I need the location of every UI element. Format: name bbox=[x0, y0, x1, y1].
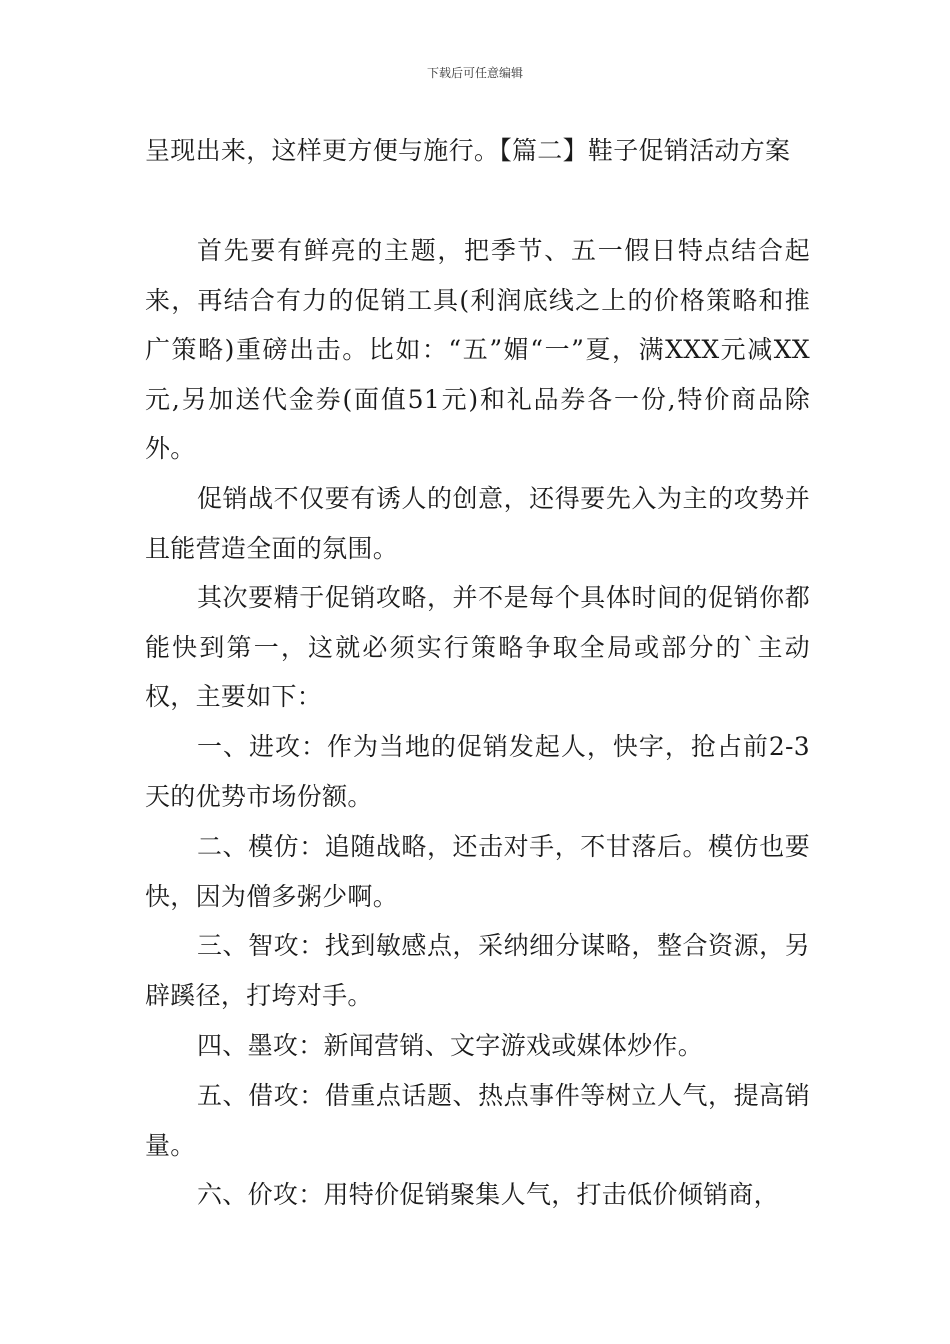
paragraph-continuation: 呈现出来，这样更方便与施行。【篇二】鞋子促销活动方案 bbox=[145, 136, 791, 165]
paragraph-price: 六、价攻：用特价促销聚集人气，打击低价倾销商， bbox=[197, 1180, 779, 1209]
paragraph-creative: 促销战不仅要有诱人的创意，还得要先入为主的攻势并且能营造全面的氛围。 bbox=[145, 484, 810, 563]
paragraph-imitate: 二、模仿：追随战略，还击对手，不甘落后。模仿也要快，因为僧多粥少啊。 bbox=[145, 832, 810, 911]
paragraph-attack: 一、进攻：作为当地的促销发起人，快字，抢占前2-3天的优势市场份额。 bbox=[145, 732, 810, 811]
paragraph-wisdom: 三、智攻：找到敏感点，采纳细分谋略，整合资源，另辟蹊径，打垮对手。 bbox=[145, 931, 810, 1010]
paragraph-borrow: 五、借攻：借重点话题、热点事件等树立人气，提高销量。 bbox=[145, 1081, 810, 1160]
paragraph-theme: 首先要有鲜亮的主题，把季节、五一假日特点结合起来，再结合有力的促销工具(利润底线之上的价格策略和推广策略)重磅出击。比如：“五”媚“一”夏，满XXX元减XX元,另加送代金券(面值51元)和礼品券各一份,特价商品除外。 bbox=[145, 236, 810, 463]
page-header: 下载后可任意编辑 bbox=[426, 66, 523, 80]
paragraph-strategy: 其次要精于促销攻略，并不是每个具体时间的促销你都能快到第一，这就必须实行策略争取全局或部分的`主动权，主要如下： bbox=[145, 583, 810, 711]
paragraph-media: 四、墨攻：新闻营销、文字游戏或媒体炒作。 bbox=[197, 1031, 704, 1060]
